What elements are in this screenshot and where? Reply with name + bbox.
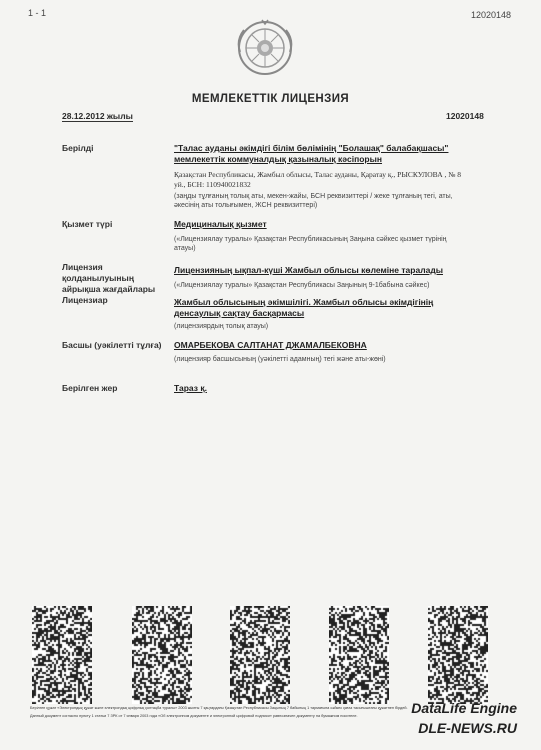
licensor-label: Лицензиар xyxy=(62,295,108,305)
place-label: Берілген жер xyxy=(62,383,118,393)
scope-label-line1: Лицензия xyxy=(62,262,103,272)
service-hint-line2: атауы) xyxy=(174,245,196,252)
service-hint-line1: («Лицензиялау туралы» Қазақстан Республикасының Заңына сәйкес қызмет түрінің xyxy=(174,236,447,243)
service-value: Медициналық қызмет xyxy=(174,219,267,229)
issued-to-hint-line1: (заңды тұлғаның толық аты, мекен-жайы, БСН реквизиттері / жеке тұлғаның тегі, аты, xyxy=(174,193,453,200)
issued-to-name-line2: мемлекеттік коммуналдық қазыналық кәсіпорын xyxy=(174,154,383,164)
scope-hint: («Лицензиялау туралы» Қазақстан Республикасы Заңының 9-1бабына сәйкес) xyxy=(174,282,430,289)
service-label: Қызмет түрі xyxy=(62,219,113,229)
document-id: 12020148 xyxy=(470,10,511,20)
watermark-line1: DataLife Engine xyxy=(411,700,517,716)
barcode-5 xyxy=(428,606,488,704)
footnote-line2: Данный документ согласно пункту 1 статьи 7 ЗРК от 7 января 2003 года «Об электронном документе и электронной цифровой подписи» равнозначен документу на бумажном носителе. xyxy=(30,714,358,718)
head-hint: (лицензияр басшысының (уәкілетті адамның) тегі және аты-жөні) xyxy=(174,356,386,363)
issued-to-address-line2: уй., БСН: 110940021832 xyxy=(174,180,251,189)
document-title: МЕМЛЕКЕТТІК ЛИЦЕНЗИЯ xyxy=(191,93,350,105)
page-number: 1 - 1 xyxy=(28,8,47,18)
state-emblem-icon xyxy=(236,18,294,78)
barcode-4 xyxy=(329,606,389,704)
scope-value: Лицензияның ықпал-күші Жамбыл облысы көлеміне таралады xyxy=(174,265,443,275)
scope-label-line2: қолданылуының xyxy=(62,273,134,283)
place-value: Тараз қ. xyxy=(174,383,207,393)
issued-to-hint-line2: әкесінің аты толығымен, ЖСН реквизиттері) xyxy=(174,202,318,209)
issued-to-label: Берілді xyxy=(62,143,94,153)
footnote-line1: Берілген құжат «Электрондық құжат және электрондық цифрлық қолтаңба туралы» 2003 жылғы 7 қаңтардағы Қазақстан Республикасы Заңының 7 бабының 1 тармағына сәйкес қағаз тасығыштағы құжатпен бірдей. xyxy=(30,706,408,710)
barcode-3 xyxy=(230,606,290,704)
barcode-2 xyxy=(132,606,192,704)
watermark-line2: DLE-NEWS.RU xyxy=(418,720,517,736)
head-value: ОМАРБЕКОВА САЛТАНАТ ДЖАМАЛБЕКОВНА xyxy=(174,340,367,350)
barcode-1 xyxy=(32,606,92,704)
licensor-line1: Жамбыл облысының әкімшілігі. Жамбыл облысы әкімдігінің xyxy=(174,297,434,307)
licensor-hint: (лицензиярдың толық атауы) xyxy=(174,323,269,330)
head-label: Басшы (уәкілетті тұлға) xyxy=(62,340,162,350)
issue-date: 28.12.2012 жылы xyxy=(62,111,133,121)
issued-to-address-line1: Қазақстан Республикасы, Жамбыл облысы, Талас ауданы, Қаратау қ., РЫСКУЛОВА , № 8 xyxy=(174,170,462,179)
scope-label-line3: айрықша жағдайлары xyxy=(62,284,156,294)
issued-to-name-line1: "Талас ауданы әкімдігі білім бөлімінің "Болашақ" балабақшасы" xyxy=(174,143,449,153)
license-number: 12020148 xyxy=(446,111,484,121)
licensor-line2: денсаулық сақтау басқармасы xyxy=(174,308,305,318)
